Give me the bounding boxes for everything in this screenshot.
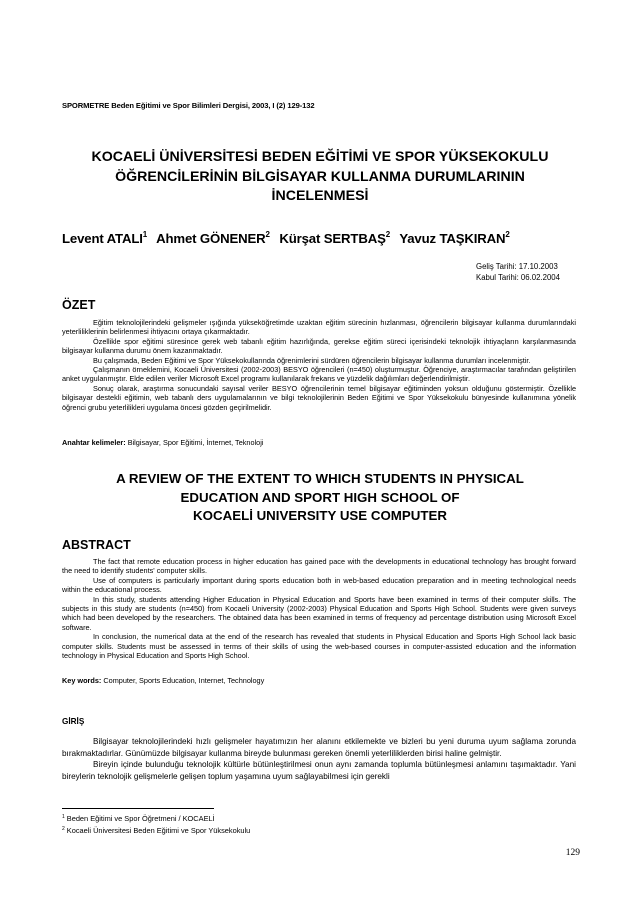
author-list	[62, 230, 602, 246]
ozet-heading: ÖZET	[62, 298, 96, 312]
author-name: Kürşat SERTBAŞ	[279, 231, 386, 246]
footnote-number: 1	[62, 814, 65, 820]
footnotes	[62, 812, 250, 837]
giris-paragraph: Bireyin içinde bulunduğu teknolojik kültürle bütünleştirilmesi onun aynı zamanda toplumla bütünleşmesi anlamını taşımaktadır. Yani bireylerin teknolojik gelişmelerle gelişen toplum yaşamına uyum sağlayabilmesi için gerekli	[62, 760, 576, 781]
author-name: Yavuz TAŞKIRAN	[399, 231, 506, 246]
title-english-line-3: KOCAELİ UNIVERSITY USE COMPUTER	[193, 508, 447, 523]
ozet-paragraph: Eğitim teknolojilerindeki gelişmeler ışığında yükseköğretimde uzaktan eğitim sürecinin hızlanması, öğrencilerin bilgisayar kullanma durumlarındaki yeterliliklerinin belirlenmesi ihtiyacını ortaya çıkarmaktadır.	[62, 318, 576, 337]
giris-body	[62, 736, 576, 782]
abstract-paragraph: In conclusion, the numerical data at the end of the research has revealed that students in Physical Education and Sports High School lack basic computer skills. Students must be assessed in terms of their skills of using the web-based courses in computer-assisted education and the information technology in Physical Education and Sports High School.	[62, 632, 576, 661]
author-affiliation-marker: 2	[385, 230, 391, 239]
title-turkish-line-1: KOCAELİ ÜNİVERSİTESİ BEDEN EĞİTİMİ VE SPOR YÜKSEKOKULU	[91, 149, 549, 165]
footnote	[62, 812, 250, 824]
ozet-paragraph: Sonuç olarak, araştırma sonucundaki sayısal veriler BESYO öğrencilerinin temel bilgisayar eğitiminden yoksun olduğunu göstermiştir. Özellikle bilgisayar destekli eğitimin, web tabanlı ders uygulamalarının ve bilgi teknolojilerinin Beden Eğitimi ve Spor Yüksekokulu bünyesinde kullanımına yönelik öğrenci grubu yeterlilikleri uygulama öncesi gözden geçirilmelidir.	[62, 383, 576, 412]
giris-paragraph: Bilgisayar teknolojilerindeki hızlı gelişmeler hayatımızın her alanını etkilemekte ve bizleri bu yeni duruma uyum sağlama zorunda bırakmaktadırlar. Günümüzde bilgisayar kullanma bireyde bulunması gereken önemli yeterliliklerden birisi haline gelmiştir.	[62, 737, 576, 758]
abstract-paragraph: Use of computers is particularly important during sports education both in web-based education preparation and in meeting technological needs within the educational process.	[62, 575, 576, 595]
author	[62, 231, 147, 246]
ozet-body	[62, 318, 576, 412]
title-english-line-2: EDUCATION AND SPORT HIGH SCHOOL OF	[180, 489, 460, 505]
page-number: 129	[565, 848, 580, 858]
title-turkish-line-3: İNCELENMESİ	[271, 188, 369, 204]
author-affiliation-marker: 2	[505, 230, 510, 239]
accepted-date: Kabul Tarihi: 06.02.2004	[476, 272, 560, 282]
received-date: Geliş Tarihi: 17.10.2003	[476, 262, 558, 271]
author-affiliation-marker: 2	[265, 230, 270, 239]
author	[399, 231, 509, 246]
title-turkish	[40, 148, 600, 207]
title-english-line-1: A REVIEW OF THE EXTENT TO WHICH STUDENTS IN PHYSICAL	[116, 471, 524, 486]
title-english	[40, 470, 600, 526]
author	[156, 231, 270, 246]
keywords-label: Anahtar kelimeler:	[62, 438, 126, 447]
keywords-list: Computer, Sports Education, Internet, Technology	[101, 676, 265, 685]
keywords-label: Key words:	[62, 676, 102, 685]
giris-heading: GİRİŞ	[62, 717, 85, 726]
ozet-paragraph: Bu çalışmada, Beden Eğitimi ve Spor Yüksekokullarında öğrenimlerini sürdüren öğrencilerin bilgisayar kullanma durumları incelenmiştir.	[93, 355, 531, 365]
abstract-paragraph: The fact that remote education process in higher education has gained pace with the developments in educational technology has brought forward the need to identify students' computer skills.	[62, 557, 576, 576]
journal-header: SPORMETRE Beden Eğitimi ve Spor Bilimleri Dergisi, 2003, I (2) 129-132	[62, 101, 315, 110]
keywords-list: Bilgisayar, Spor Eğitimi, İnternet, Teknoloji	[125, 438, 264, 447]
author-affiliation-marker: 1	[142, 230, 148, 239]
keywords-english	[62, 676, 264, 685]
footnote-number: 2	[62, 826, 65, 833]
footnote-text: Beden Eğitimi ve Spor Öğretmeni / KOCAELİ	[66, 814, 215, 823]
abstract-paragraph: In this study, students attending Higher Education in Physical Education and Sports have been examined in terms of their computer skills. The subjects in this study are students (n=450) from Kocaeli University (2002-2003) Physical Education and Sports High School. Students were given surveys which had been developed by the researchers. The obtained data has been examined in terms of frequency ad percentage distribution using Microsoft Excel software.	[62, 594, 576, 632]
ozet-paragraph: Çalışmanın örneklemini, Kocaeli Üniversitesi (2002-2003) BESYO öğrencileri (n=450) oluşturmuştur. Öğrenciye, araştırmacılar tarafından geliştirilen anket uygulanmıştır. Elde edilen veriler Microsoft Excel programı kullanılarak frekans ve yüzdelik dağılımları değerlendirilmiştir.	[62, 365, 576, 384]
author-name: Levent ATALI	[62, 231, 143, 246]
footnote-text: Kocaeli Üniversitesi Beden Eğitimi ve Spor Yüksekokulu	[66, 826, 251, 836]
author	[279, 231, 390, 246]
footnote-divider	[62, 808, 214, 809]
abstract-heading: ABSTRACT	[62, 538, 131, 552]
title-turkish-line-2: ÖĞRENCİLERİNİN BİLGİSAYAR KULLANMA DURUMLARININ	[115, 168, 525, 185]
abstract-body	[62, 557, 576, 660]
submission-dates	[476, 262, 560, 283]
author-name: Ahmet GÖNENER	[156, 231, 266, 246]
ozet-paragraph: Özellikle spor eğitimi süresince gerek web tabanlı eğitim hazırlığında, gerekse eğitim süreci içerisindeki teknolojik ihtiyaçların karşılanmasında bilgisayar kullanma durumu önem kazanmaktadır.	[62, 336, 576, 356]
keywords-turkish	[62, 438, 263, 447]
footnote	[62, 824, 250, 836]
